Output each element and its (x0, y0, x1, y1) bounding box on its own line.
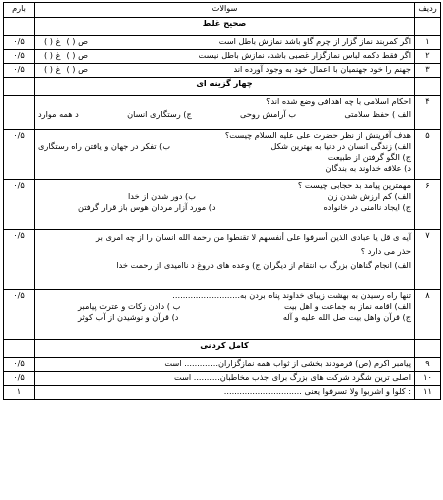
question-text: هدف آفرینش از نظر حضرت علی علیه السلام چیست؟ (224, 130, 411, 140)
false-option[interactable]: غ ( ) (44, 64, 61, 74)
question-cell (35, 36, 415, 50)
question-text: تنها راه رسیدن به بهشت زیبای خداوند پناه بردن به.......................... (172, 290, 411, 300)
option-b[interactable]: ب) دور شدن از خدا (128, 191, 196, 201)
question-row (4, 230, 441, 290)
score-header: بارم (4, 3, 35, 18)
question-number: ۱ (415, 36, 441, 50)
question-cell (35, 96, 415, 130)
question-number: ۱۱ (415, 386, 441, 400)
question-cell (35, 230, 415, 290)
option-b[interactable]: ب ) دادن زکات و عترت پیامبر (78, 301, 181, 311)
row-header: ردیف (415, 3, 441, 18)
option-d[interactable]: د همه موارد (38, 109, 79, 119)
question-text: اگر فقط دکمه لباس نمازگزار غصبی باشد، نمازش باطل نیست (198, 50, 411, 60)
question-text: جهنم را خود جهنمیان با اعمال خود به وجود آورده اند (233, 64, 411, 74)
question-row (4, 50, 441, 64)
option-d[interactable]: د) مورد آزار مردان هوس باز قرار گرفتن (78, 202, 216, 212)
question-cell (35, 50, 415, 64)
section-row-mc (4, 78, 441, 96)
question-row (4, 180, 441, 230)
option-b[interactable]: ب آرامش روحی (240, 109, 297, 119)
option-c[interactable]: ج) ایجاد ناامنی در خانواده (323, 202, 411, 212)
question-text-continued: حذر می دارد ؟ (360, 246, 411, 256)
question-score: ۰/۵ (4, 36, 35, 50)
question-text: اگر کمربند نماز گزار از چرم گاو باشد نمازش باطل است (218, 36, 411, 46)
question-number: ۴ (415, 96, 441, 130)
question-row (4, 36, 441, 50)
question-row (4, 358, 441, 372)
false-option[interactable]: غ ( ) (44, 50, 61, 60)
question-row (4, 372, 441, 386)
question-cell (35, 290, 415, 340)
question-cell (35, 130, 415, 180)
question-score: ۰/۵ (4, 290, 35, 340)
question-row (4, 386, 441, 400)
true-option[interactable]: ص ( ) (66, 36, 88, 46)
section-title-tf: صحیح غلط (35, 18, 415, 36)
option-c[interactable]: ج) رستگاری انسان (127, 109, 192, 119)
question-score: ۰/۵ (4, 372, 35, 386)
option-c[interactable]: ج) قرآن واهل بیت صل الله علیه و آله (282, 312, 411, 322)
false-option[interactable]: غ ( ) (44, 36, 61, 46)
question-score: ۰/۵ (4, 180, 35, 230)
section-title-fill: کامل کردنی (35, 340, 415, 358)
question-row (4, 130, 441, 180)
section-row-fill (4, 340, 441, 358)
question-text: : کلوا و اشربوا ولا تسرفوا یعنی .............................. (35, 386, 415, 400)
option-d[interactable]: د) علاقه خداوند به بندگان (325, 163, 411, 173)
questions-header: سوالات (35, 3, 415, 18)
question-number: ۳ (415, 64, 441, 78)
question-number: ۲ (415, 50, 441, 64)
question-number: ۱۰ (415, 372, 441, 386)
question-cell (35, 180, 415, 230)
question-number: ۶ (415, 180, 441, 230)
question-text: مهمترین پیامد بد حجابی چیست ؟ (297, 180, 411, 190)
question-text: پیامبر اکرم (ص) فرمودند بخشی از ثواب همه نمازگزاران............. است (35, 358, 415, 372)
question-number: ۷ (415, 230, 441, 290)
question-score: ۱ (4, 386, 35, 400)
question-cell (35, 64, 415, 78)
option-a[interactable]: الف ) حفظ سلامتی (344, 109, 411, 119)
exam-table (3, 2, 441, 400)
question-score: ۰/۵ (4, 50, 35, 64)
option-a[interactable]: الف) اقامه نماز به جماعت و اهل بیت (284, 301, 411, 311)
option-a[interactable]: الف) کم ارزش شدن زن (327, 191, 411, 201)
true-option[interactable]: ص ( ) (66, 64, 88, 74)
question-number: ۸ (415, 290, 441, 340)
question-row (4, 96, 441, 130)
question-score: ۰/۵ (4, 230, 35, 290)
question-score: ۰/۵ (4, 64, 35, 78)
question-text: احکام اسلامی با چه اهدافی وضع شده اند؟ (266, 96, 411, 106)
true-option[interactable]: ص ( ) (66, 50, 88, 60)
question-text: آیه ی قل یا عبادی الذین أسرفوا علی أنفسهم لا تقنطوا من رحمة الله انسان را از چه امری بر (96, 232, 411, 242)
option-a[interactable]: الف) زندگی انسان در دنیا به بهترین شکل (270, 141, 411, 151)
section-title-mc: چهار گزینه ای (35, 78, 415, 96)
question-options[interactable]: الف) انجام گناهان بزرگ ب انتقام از دیگران ج) وعده های دروغ د ناامیدی از رحمت خدا (116, 260, 411, 270)
question-score: ۰/۵ (4, 130, 35, 180)
question-row (4, 64, 441, 78)
question-score: ۰/۵ (4, 358, 35, 372)
question-text: اصلی ترین شگرد شرکت های بزرگ برای جذب مخاطبان.......... است (35, 372, 415, 386)
question-number: ۹ (415, 358, 441, 372)
header-row (4, 3, 441, 18)
option-b[interactable]: ب) تفکر در جهان و یافتن راه رستگاری (38, 141, 171, 151)
question-row (4, 290, 441, 340)
question-number: ۵ (415, 130, 441, 180)
option-c[interactable]: ج) الگو گرفتن از طبیعت (327, 152, 411, 162)
section-row-tf (4, 18, 441, 36)
option-d[interactable]: د) قرآن و نوشیدن از آب کوثر (78, 312, 179, 322)
